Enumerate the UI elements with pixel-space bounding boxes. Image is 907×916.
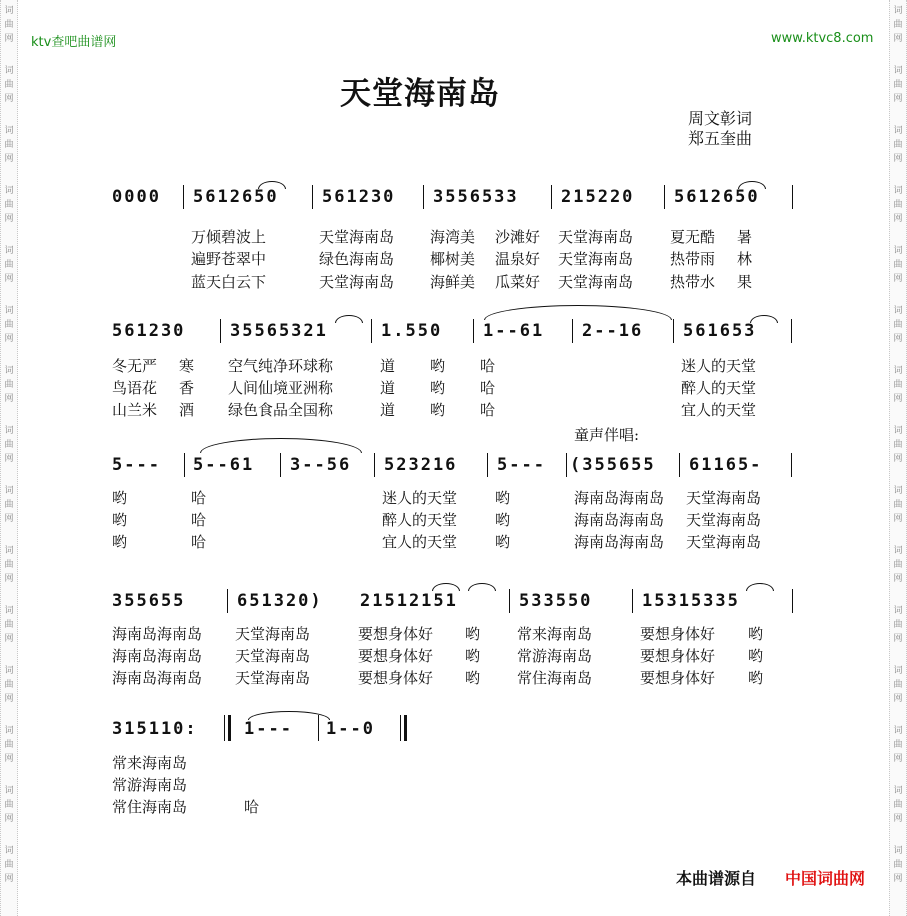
slur-mark xyxy=(746,583,774,591)
left-border-strip xyxy=(0,0,18,916)
lyric-word: 要想身体好 xyxy=(358,647,434,665)
lyric-word: 哟 xyxy=(112,511,128,529)
lyric-word: 哟 xyxy=(112,489,128,507)
measure-notes: 3--56 xyxy=(290,455,352,475)
barline xyxy=(487,453,488,477)
side-watermark: 词 曲 网 xyxy=(4,846,14,884)
side-watermark: 词 曲 网 xyxy=(4,606,14,644)
side-watermark: 词 曲 网 xyxy=(893,846,903,884)
lyric-word: 哈 xyxy=(480,379,496,397)
lyric-word: 蓝天白云下 xyxy=(191,273,267,291)
side-watermark: 词 曲 网 xyxy=(4,306,14,344)
lyricist-credit: 周文彰词 xyxy=(688,109,753,128)
lyric-word: 哟 xyxy=(430,401,446,419)
measure-notes: 1--0 xyxy=(326,719,375,739)
side-watermark: 词 曲 网 xyxy=(893,246,903,284)
lyric-word: 空气纯净环球称 xyxy=(228,357,334,375)
lyric-word: 鸟语花 xyxy=(112,379,158,397)
slur-mark xyxy=(335,315,363,323)
side-watermark: 词 曲 网 xyxy=(4,426,14,464)
measure-notes: 3556533 xyxy=(433,187,519,207)
side-watermark: 词 曲 网 xyxy=(893,606,903,644)
barline xyxy=(473,319,474,343)
lyric-word: 天堂海南岛 xyxy=(686,533,762,551)
lyric-word: 海南岛海南岛 xyxy=(574,489,665,507)
lyric-word: 天堂海南岛 xyxy=(558,250,634,268)
lyric-word: 万倾碧波上 xyxy=(191,228,267,246)
slur-mark xyxy=(468,583,496,591)
lyric-word: 海南岛海南岛 xyxy=(112,669,203,687)
lyric-word: 哟 xyxy=(112,533,128,551)
lyric-word: 天堂海南岛 xyxy=(235,625,311,643)
lyric-word: 道 xyxy=(380,357,396,375)
lyric-word: 醉人的天堂 xyxy=(681,379,757,397)
side-watermark: 词 曲 网 xyxy=(4,66,14,104)
lyric-word: 哟 xyxy=(430,357,446,375)
measure-notes: 561653 xyxy=(683,321,757,341)
side-watermark: 词 曲 网 xyxy=(893,366,903,404)
lyric-word: 夏无酷 xyxy=(670,228,716,246)
lyric-word: 常游海南岛 xyxy=(112,776,188,794)
lyric-word: 天堂海南岛 xyxy=(319,228,395,246)
barline xyxy=(509,589,510,613)
lyric-word: 果 xyxy=(737,273,753,291)
barline xyxy=(572,319,573,343)
side-watermark: 词 曲 网 xyxy=(4,246,14,284)
barline xyxy=(371,319,372,343)
barline xyxy=(220,319,221,343)
measure-notes: 533550 xyxy=(519,591,593,611)
barline xyxy=(312,185,313,209)
slur-mark xyxy=(738,181,766,189)
lyric-word: 哈 xyxy=(480,401,496,419)
slur-mark xyxy=(484,305,672,320)
barline xyxy=(227,589,228,613)
lyric-word: 天堂海南岛 xyxy=(686,489,762,507)
lyric-word: 哈 xyxy=(191,511,207,529)
source-label: 本曲谱源自 xyxy=(676,869,757,888)
barline xyxy=(551,185,552,209)
lyric-word: 温泉好 xyxy=(495,250,541,268)
slur-mark xyxy=(432,583,460,591)
measure-notes: 5--- xyxy=(112,455,161,475)
side-watermark: 词 曲 网 xyxy=(893,546,903,584)
lyric-word: 海南岛海南岛 xyxy=(112,625,203,643)
lyric-word: 热带水 xyxy=(670,273,716,291)
measure-notes: 215220 xyxy=(561,187,635,207)
lyric-word: 道 xyxy=(380,401,396,419)
site-link-left[interactable]: ktv查吧曲谱网 xyxy=(31,35,117,50)
barline xyxy=(673,319,674,343)
lyric-word: 宜人的天堂 xyxy=(382,533,458,551)
song-title: 天堂海南岛 xyxy=(340,76,500,112)
measure-notes: 355655 xyxy=(112,591,186,611)
lyric-word: 天堂海南岛 xyxy=(686,511,762,529)
barline xyxy=(792,589,793,613)
slur-mark xyxy=(258,181,286,189)
barline xyxy=(183,185,184,209)
side-watermark: 词 曲 网 xyxy=(893,6,903,44)
lyric-word: 要想身体好 xyxy=(640,669,716,687)
measure-notes: 1--61 xyxy=(483,321,545,341)
barline xyxy=(679,453,680,477)
lyric-word: 宜人的天堂 xyxy=(681,401,757,419)
side-watermark: 词 曲 网 xyxy=(4,366,14,404)
lyric-word: 迷人的天堂 xyxy=(681,357,757,375)
lyric-word: 人间仙境亚洲称 xyxy=(228,379,334,397)
composer-credit: 郑五奎曲 xyxy=(688,129,753,148)
measure-notes: 15315335 xyxy=(642,591,740,611)
lyric-word: 常住海南岛 xyxy=(112,798,188,816)
lyric-word: 暑 xyxy=(737,228,753,246)
lyric-word: 常住海南岛 xyxy=(517,669,593,687)
final-barline xyxy=(404,715,407,741)
measure-notes: 315110: xyxy=(112,719,198,739)
lyric-word: 哟 xyxy=(465,647,481,665)
lyric-word: 要想身体好 xyxy=(358,669,434,687)
lyric-word: 迷人的天堂 xyxy=(382,489,458,507)
children-chorus-label: 童声伴唱: xyxy=(574,426,640,444)
lyric-word: 哟 xyxy=(748,647,764,665)
side-watermark: 词 曲 网 xyxy=(4,786,14,824)
side-watermark: 词 曲 网 xyxy=(893,786,903,824)
lyric-word: 哟 xyxy=(465,669,481,687)
measure-notes: 1--- xyxy=(244,719,293,739)
lyric-word: 海南岛海南岛 xyxy=(574,511,665,529)
brand-link[interactable]: 中国词曲网 xyxy=(785,869,866,888)
lyric-word: 林 xyxy=(737,250,753,268)
barline xyxy=(423,185,424,209)
lyric-word: 常游海南岛 xyxy=(517,647,593,665)
lyric-word: 瓜菜好 xyxy=(495,273,541,291)
lyric-word: 冬无严 xyxy=(112,357,158,375)
lyric-word: 要想身体好 xyxy=(358,625,434,643)
measure-notes: 5--61 xyxy=(193,455,255,475)
side-watermark: 词 曲 网 xyxy=(893,666,903,704)
lyric-word: 道 xyxy=(380,379,396,397)
barline xyxy=(184,453,185,477)
repeat-barline xyxy=(228,715,231,741)
measure-notes: (355655 xyxy=(570,455,656,475)
side-watermark: 词 曲 网 xyxy=(4,186,14,224)
side-watermark: 词 曲 网 xyxy=(893,426,903,464)
lyric-word: 哟 xyxy=(748,669,764,687)
measure-notes: 561230 xyxy=(322,187,396,207)
lyric-word: 要想身体好 xyxy=(640,647,716,665)
site-link-right[interactable]: www.ktvc8.com xyxy=(771,31,874,46)
measure-notes: 5612650 xyxy=(674,187,760,207)
barline xyxy=(791,453,792,477)
barline xyxy=(632,589,633,613)
side-watermark: 词 曲 网 xyxy=(4,6,14,44)
lyric-word: 海南岛海南岛 xyxy=(112,647,203,665)
lyric-word: 哟 xyxy=(495,489,511,507)
barline xyxy=(664,185,665,209)
lyric-word: 天堂海南岛 xyxy=(558,228,634,246)
side-watermark: 词 曲 网 xyxy=(893,126,903,164)
side-watermark: 词 曲 网 xyxy=(4,666,14,704)
lyric-word: 哟 xyxy=(748,625,764,643)
side-watermark: 词 曲 网 xyxy=(4,726,14,764)
lyric-word: 哟 xyxy=(430,379,446,397)
barline xyxy=(400,715,401,741)
measure-notes: 21512151 xyxy=(360,591,458,611)
lyric-word: 哟 xyxy=(465,625,481,643)
slur-mark xyxy=(200,438,362,453)
side-watermark: 词 曲 网 xyxy=(893,66,903,104)
lyric-word: 绿色海南岛 xyxy=(319,250,395,268)
lyric-word: 天堂海南岛 xyxy=(319,273,395,291)
lyric-word: 热带雨 xyxy=(670,250,716,268)
lyric-word: 香 xyxy=(179,379,195,397)
lyric-word: 海南岛海南岛 xyxy=(574,533,665,551)
measure-notes: 5612650 xyxy=(193,187,279,207)
barline xyxy=(280,453,281,477)
barline xyxy=(374,453,375,477)
right-border-strip xyxy=(889,0,907,916)
lyric-word: 哈 xyxy=(480,357,496,375)
barline xyxy=(566,453,567,477)
lyric-word: 哟 xyxy=(495,533,511,551)
lyric-word: 要想身体好 xyxy=(640,625,716,643)
slur-mark xyxy=(248,711,330,720)
side-watermark: 词 曲 网 xyxy=(4,546,14,584)
lyric-word: 天堂海南岛 xyxy=(235,647,311,665)
barline xyxy=(224,715,225,741)
measure-notes: 2--16 xyxy=(582,321,644,341)
lyric-word: 哈 xyxy=(191,533,207,551)
measure-notes: 523216 xyxy=(384,455,458,475)
side-watermark: 词 曲 网 xyxy=(4,126,14,164)
measure-notes: 61165- xyxy=(689,455,763,475)
measure-notes: 35565321 xyxy=(230,321,328,341)
measure-notes: 0000 xyxy=(112,187,161,207)
side-watermark: 词 曲 网 xyxy=(893,306,903,344)
lyric-word: 遍野苍翠中 xyxy=(191,250,267,268)
lyric-word: 常来海南岛 xyxy=(112,754,188,772)
side-watermark: 词 曲 网 xyxy=(893,186,903,224)
lyric-word: 沙滩好 xyxy=(495,228,541,246)
measure-notes: 561230 xyxy=(112,321,186,341)
side-watermark: 词 曲 网 xyxy=(893,726,903,764)
lyric-word: 哟 xyxy=(495,511,511,529)
lyric-word: 天堂海南岛 xyxy=(235,669,311,687)
measure-notes: 651320) xyxy=(237,591,323,611)
barline xyxy=(792,185,793,209)
lyric-word: 醉人的天堂 xyxy=(382,511,458,529)
lyric-word: 常来海南岛 xyxy=(517,625,593,643)
lyric-word: 海湾美 xyxy=(430,228,476,246)
lyric-word: 寒 xyxy=(179,357,195,375)
side-watermark: 词 曲 网 xyxy=(893,486,903,524)
lyric-word: 绿色食品全国称 xyxy=(228,401,334,419)
lyric-word: 椰树美 xyxy=(430,250,476,268)
lyric-word: 哈 xyxy=(244,798,260,816)
slur-mark xyxy=(750,315,778,323)
lyric-word: 天堂海南岛 xyxy=(558,273,634,291)
measure-notes: 1.550 xyxy=(381,321,443,341)
lyric-word: 山兰米 xyxy=(112,401,158,419)
side-watermark: 词 曲 网 xyxy=(4,486,14,524)
barline xyxy=(791,319,792,343)
measure-notes: 5--- xyxy=(497,455,546,475)
lyric-word: 酒 xyxy=(179,401,195,419)
lyric-word: 哈 xyxy=(191,489,207,507)
lyric-word: 海鲜美 xyxy=(430,273,476,291)
